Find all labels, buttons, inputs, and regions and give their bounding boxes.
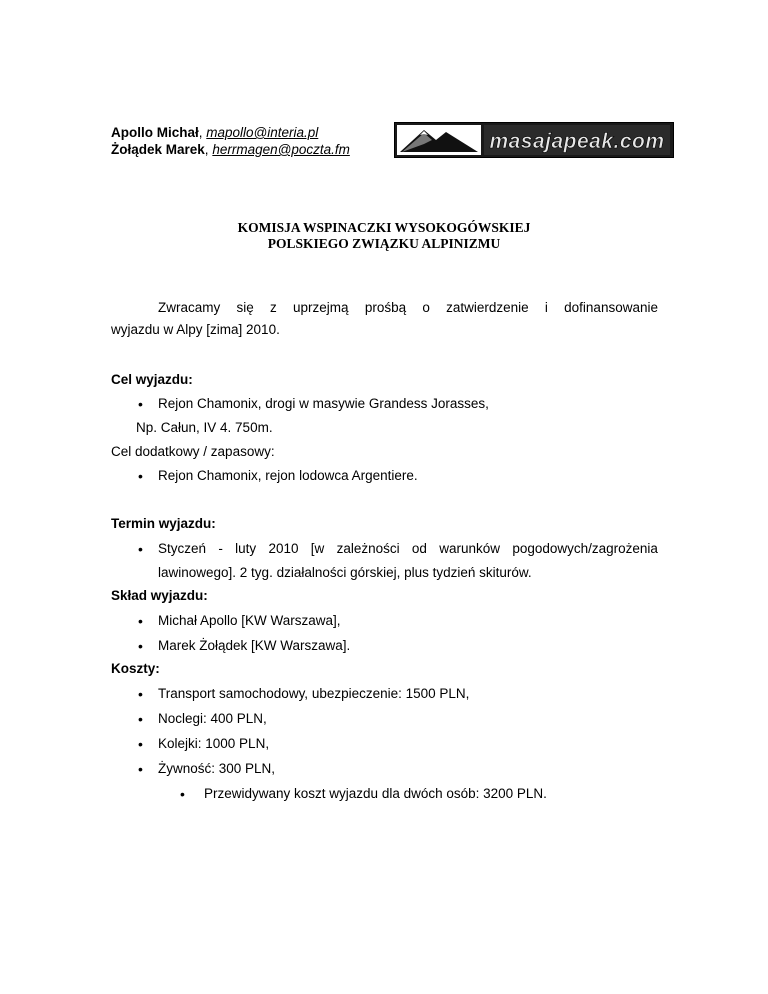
list-item: Kolejki: 1000 PLN,	[158, 736, 270, 751]
title-line-2: POLSKIEGO ZWIĄZKU ALPINIZMU	[267, 236, 501, 251]
section-heading-sklad: Skład wyjazdu:	[111, 588, 208, 603]
bullet-icon: •	[138, 711, 143, 727]
bullet-icon: •	[138, 638, 143, 654]
list-item-continuation: Np. Całun, IV 4. 750m.	[136, 420, 273, 435]
title-line-1: KOMISJA WSPINACZKI WYSOKOGÓWSKIEJ	[237, 220, 531, 235]
bullet-icon: •	[138, 613, 143, 629]
list-item: Rejon Chamonix, drogi w masywie Grandess Jorasses,	[158, 396, 489, 411]
additional-target-label: Cel dodatkowy / zapasowy:	[111, 444, 275, 459]
list-item: Rejon Chamonix, rejon lodowca Argentiere.	[158, 468, 418, 483]
section-heading-termin: Termin wyjazdu:	[111, 516, 216, 531]
bullet-icon: •	[138, 396, 143, 412]
intro-line-1: Zwracamy się z uprzejmą prośbą o zatwierdzenie i dofinansowanie	[158, 300, 658, 315]
list-item: Transport samochodowy, ubezpieczenie: 1500 PLN,	[158, 686, 470, 701]
email-link[interactable]: herrmagen@poczta.fm	[212, 142, 350, 157]
intro-line-2: wyjazdu w Alpy [zima] 2010.	[111, 322, 280, 337]
termin-line-2: lawinowego]. 2 tyg. działalności górskiej, plus tydzień skiturów.	[158, 565, 532, 580]
bullet-icon: •	[138, 761, 143, 777]
termin-line-1: Styczeń - luty 2010 [w zależności od warunków pogodowych/zagrożenia	[158, 541, 658, 556]
author-line-2: Żołądek Marek, herrmagen@poczta.fm	[111, 142, 350, 157]
list-item: Noclegi: 400 PLN,	[158, 711, 267, 726]
bullet-icon: •	[138, 541, 143, 557]
bullet-icon: •	[138, 468, 143, 484]
author-name: Apollo Michał	[111, 125, 199, 140]
section-heading-cel: Cel wyjazdu:	[111, 372, 193, 387]
logo-text: masajapeak.com	[489, 130, 665, 153]
list-item: Marek Żołądek [KW Warszawa].	[158, 638, 351, 653]
bullet-icon: •	[138, 686, 143, 702]
author-name: Żołądek Marek	[111, 142, 205, 157]
list-item: Michał Apollo [KW Warszawa],	[158, 613, 341, 628]
list-item: Żywność: 300 PLN,	[158, 761, 276, 776]
email-link[interactable]: mapollo@interia.pl	[206, 125, 319, 140]
bullet-icon: •	[138, 736, 143, 752]
masajapeak-logo	[394, 122, 674, 158]
bullet-icon: •	[180, 786, 185, 802]
section-heading-koszty: Koszty:	[111, 661, 160, 676]
cost-summary: Przewidywany koszt wyjazdu dla dwóch osób: 3200 PLN.	[204, 786, 547, 801]
author-line-1: Apollo Michał, mapollo@interia.pl	[111, 125, 319, 140]
